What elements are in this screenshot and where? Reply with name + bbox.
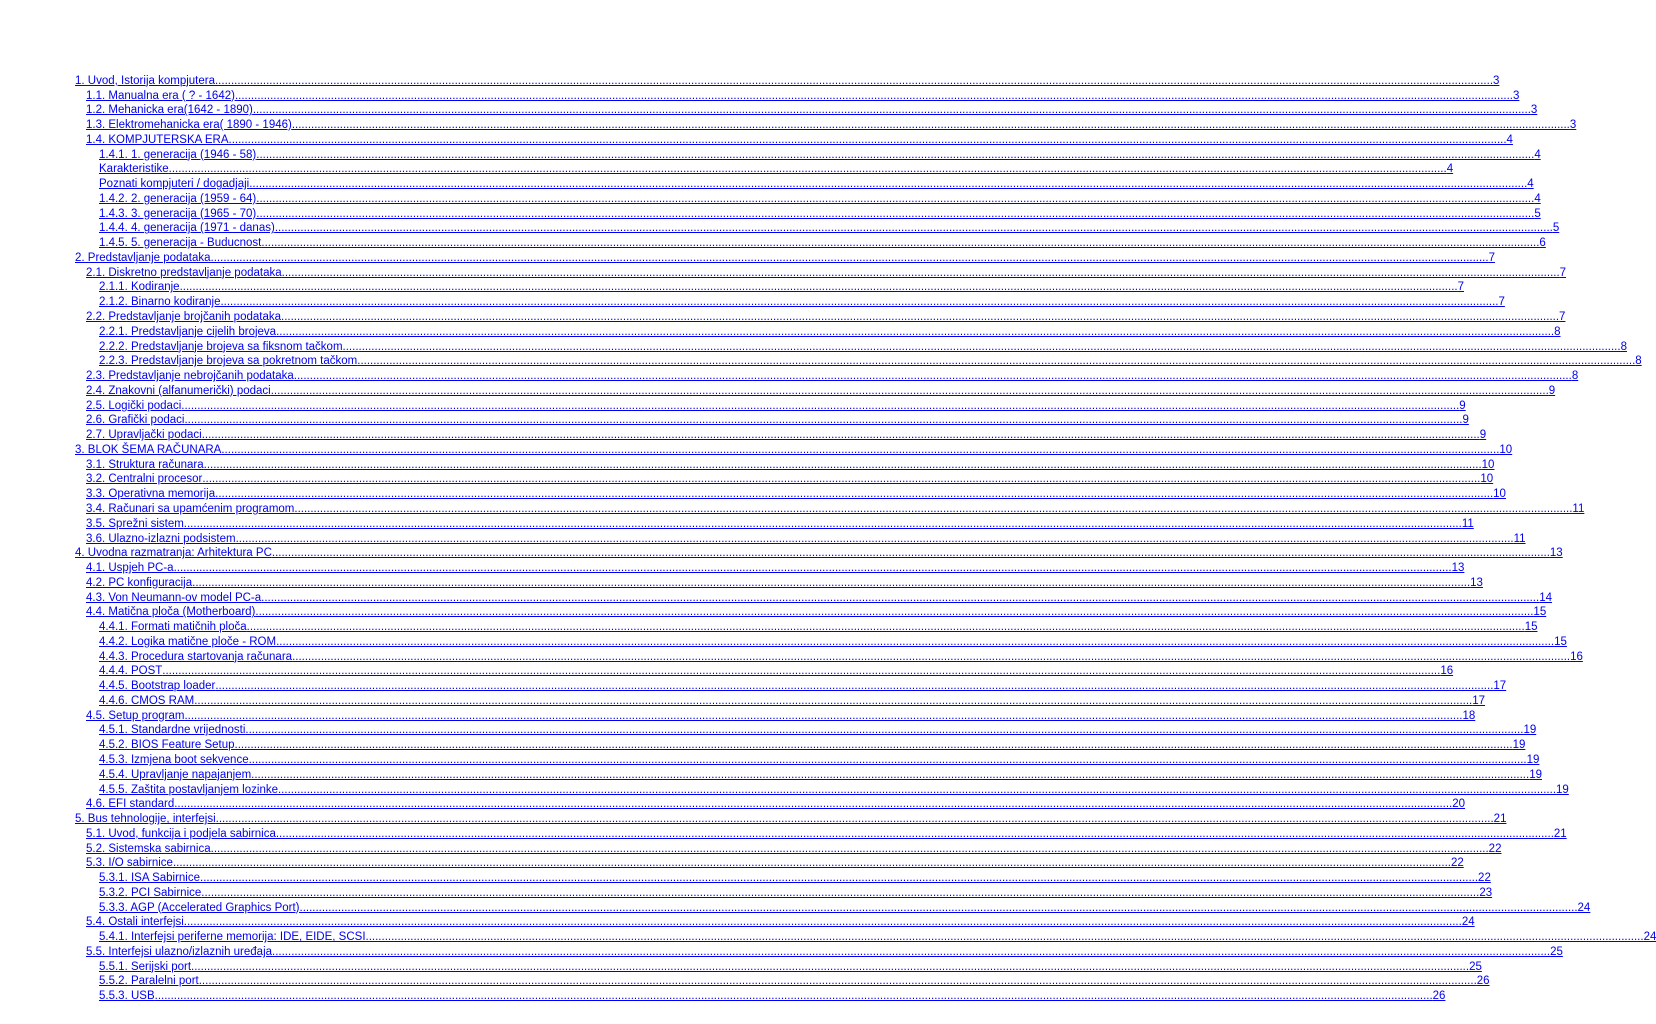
- toc-leader-dots: ................................................................................................................................................................................................................................................................................................................................................................................................................: [210, 251, 1489, 264]
- toc-entry[interactable]: [99, 884, 1493, 899]
- toc-entry[interactable]: [86, 485, 1506, 501]
- toc-entry-title: 2.1.2. Binarno kodiranje: [99, 296, 221, 309]
- toc-leader-dots: ................................................................................................................................................................................................................................................................................................................................................................................................................: [172, 857, 1451, 870]
- toc-leader-dots: ................................................................................................................................................................................................................................................................................................................................................................................................................: [194, 694, 1473, 707]
- toc-entry[interactable]: [86, 102, 1538, 117]
- toc-leader-dots: ................................................................................................................................................................................................................................................................................................................................................................................................................: [276, 325, 1555, 338]
- toc-entry-page: 19: [1523, 724, 1537, 737]
- toc-entry-page: 13: [1451, 562, 1465, 575]
- toc-leader-dots: ................................................................................................................................................................................................................................................................................................................................................................................................................: [256, 192, 1535, 205]
- toc-leader-dots: ................................................................................................................................................................................................................................................................................................................................................................................................................: [274, 222, 1553, 235]
- toc-entry-page: 7: [1498, 296, 1505, 309]
- toc-entry[interactable]: [99, 692, 1486, 707]
- toc-entry-page: 11: [1461, 517, 1474, 530]
- toc-entry-title: 1.3. Elektromehanicka era( 1890 - 1946): [86, 119, 292, 132]
- toc-entry-title: 1.2. Mehanicka era(1642 - 1890): [86, 104, 253, 117]
- toc-leader-dots: ................................................................................................................................................................................................................................................................................................................................................................................................................: [198, 975, 1477, 988]
- toc-leader-dots: ................................................................................................................................................................................................................................................................................................................................................................................................................: [261, 237, 1540, 250]
- toc-entry-title: 1.4.5. 5. generacija - Buducnost: [99, 237, 262, 250]
- toc-entry-page: 5: [1552, 222, 1560, 235]
- toc-entry[interactable]: [86, 397, 1466, 412]
- toc-entry-title: 5.2. Sistemska sabirnica: [86, 842, 211, 855]
- toc-entry-title: 5.4. Ostali interfejsi: [86, 916, 184, 929]
- toc-leader-dots: ................................................................................................................................................................................................................................................................................................................................................................................................................: [215, 680, 1494, 693]
- toc-leader-dots: ................................................................................................................................................................................................................................................................................................................................................................................................................: [191, 960, 1470, 973]
- toc-leader-dots: ................................................................................................................................................................................................................................................................................................................................................................................................................: [292, 650, 1571, 663]
- toc-leader-dots: ................................................................................................................................................................................................................................................................................................................................................................................................................: [184, 709, 1463, 722]
- toc-leader-dots: ................................................................................................................................................................................................................................................................................................................................................................................................................: [299, 901, 1578, 914]
- toc-entry-page: 16: [1440, 665, 1454, 678]
- toc-leader-dots: ................................................................................................................................................................................................................................................................................................................................................................................................................: [202, 473, 1481, 486]
- toc-entry[interactable]: [99, 677, 1507, 693]
- toc-entry-page: 3: [1512, 89, 1520, 102]
- toc-entry-page: 8: [1571, 370, 1579, 383]
- toc-leader-dots: ................................................................................................................................................................................................................................................................................................................................................................................................................: [215, 813, 1494, 826]
- toc-leader-dots: ................................................................................................................................................................................................................................................................................................................................................................................................................: [184, 414, 1463, 427]
- toc-leader-dots: ................................................................................................................................................................................................................................................................................................................................................................................................................: [246, 621, 1525, 634]
- toc-entry[interactable]: [99, 722, 1537, 737]
- toc-entry[interactable]: [86, 589, 1552, 604]
- toc-entry-page: 26: [1476, 975, 1490, 988]
- toc-leader-dots: ................................................................................................................................................................................................................................................................................................................................................................................................................: [154, 990, 1433, 1003]
- toc-entry-page: 9: [1479, 429, 1487, 442]
- toc-entry[interactable]: [86, 116, 1577, 132]
- toc-entry-title: 4.1. Uspjeh PC-a: [86, 562, 174, 575]
- toc-entry-page: 7: [1488, 251, 1495, 264]
- toc-entry-page: 9: [1459, 399, 1466, 412]
- toc-entry-page: 10: [1499, 443, 1513, 456]
- toc-entry[interactable]: [99, 175, 1534, 191]
- toc-entry[interactable]: [99, 234, 1546, 250]
- toc-leader-dots: ................................................................................................................................................................................................................................................................................................................................................................................................................: [245, 724, 1524, 737]
- toc-entry[interactable]: [99, 338, 1627, 353]
- toc-entry-title: 4.5.1. Standardne vrijednosti: [99, 724, 246, 737]
- toc-entry[interactable]: [99, 633, 1567, 648]
- toc-entry[interactable]: [86, 367, 1579, 383]
- toc-entry[interactable]: [99, 323, 1561, 338]
- toc-entry-page: 19: [1526, 753, 1540, 766]
- toc-entry[interactable]: [99, 353, 1642, 368]
- toc-leader-dots: ................................................................................................................................................................................................................................................................................................................................................................................................................: [272, 945, 1551, 958]
- toc-entry-title: 2.4. Znakovni (alfanumerički) podaci: [86, 384, 271, 397]
- toc-entry-title: 1.4.3. 3. generacija (1965 - 70): [99, 207, 257, 220]
- toc-entry-page: 8: [1620, 340, 1627, 353]
- toc-leader-dots: ................................................................................................................................................................................................................................................................................................................................................................................................................: [249, 178, 1528, 191]
- toc-entry-page: 24: [1577, 901, 1591, 914]
- toc-entry-title: 2. Predstavljanje podataka: [75, 251, 211, 264]
- toc-entry-title: 2.6. Grafički podaci: [86, 414, 185, 427]
- toc-entry-title: 2.5. Logički podaci: [86, 399, 182, 412]
- toc-entry-page: 24: [1643, 931, 1656, 944]
- toc-entry-title: 4.4.1. Formati matičnih ploča: [99, 621, 247, 634]
- toc-entry-page: 22: [1478, 872, 1491, 885]
- toc-entry-title: 5.3.2. PCI Sabirnice: [99, 886, 202, 899]
- toc-entry-title: 4.4. Matična ploča (Motherboard): [86, 606, 256, 619]
- toc-entry[interactable]: [86, 500, 1585, 515]
- toc-entry-title: 2.2.3. Predstavljanje brojeva sa pokretnom tačkom: [99, 355, 358, 368]
- toc-entry-title: 4.4.2. Logika matične ploče - ROM: [99, 635, 277, 648]
- toc-leader-dots: ................................................................................................................................................................................................................................................................................................................................................................................................................: [210, 842, 1489, 855]
- toc-entry-page: 26: [1432, 990, 1446, 1003]
- toc-leader-dots: ................................................................................................................................................................................................................................................................................................................................................................................................................: [221, 443, 1500, 456]
- toc-entry-title: 4. Uvodna razmatranja: Arhitektura PC: [75, 547, 272, 560]
- toc-entry-title: 5.5.2. Paralelni port: [99, 975, 199, 988]
- toc-entry[interactable]: [86, 604, 1547, 619]
- toc-entry[interactable]: [86, 796, 1466, 811]
- toc-entry-title: 3. BLOK ŠEMA RAČUNARA: [75, 443, 222, 456]
- toc-entry-page: 19: [1529, 768, 1542, 781]
- toc-entry-title: 5.3. I/O sabirnice: [86, 857, 173, 870]
- toc-leader-dots: ................................................................................................................................................................................................................................................................................................................................................................................................................: [270, 384, 1549, 397]
- toc-leader-dots: ................................................................................................................................................................................................................................................................................................................................................................................................................: [183, 916, 1462, 929]
- toc-entry[interactable]: [86, 131, 1513, 146]
- toc-entry-page: 15: [1554, 635, 1567, 648]
- toc-leader-dots: ................................................................................................................................................................................................................................................................................................................................................................................................................: [281, 266, 1560, 279]
- toc-entry[interactable]: [99, 279, 1464, 294]
- toc-entry[interactable]: [99, 766, 1542, 781]
- toc-entry-title: 5.5.3. USB: [99, 990, 155, 1003]
- toc-entry-title: 4.4.3. Procedura startovanja računara: [99, 650, 293, 663]
- toc-leader-dots: ................................................................................................................................................................................................................................................................................................................................................................................................................: [357, 355, 1636, 368]
- toc-entry-title: 4.4.4. POST: [99, 665, 163, 678]
- toc-entry[interactable]: [75, 545, 1563, 560]
- toc-entry-title: 2.1. Diskretno predstavljanje podataka: [86, 266, 282, 279]
- toc-leader-dots: ................................................................................................................................................................................................................................................................................................................................................................................................................: [201, 429, 1480, 442]
- toc-entry-page: 6: [1539, 237, 1546, 250]
- toc-entry-page: 7: [1457, 281, 1464, 294]
- toc-entry[interactable]: [86, 456, 1495, 471]
- toc-entry[interactable]: [86, 855, 1464, 870]
- toc-entry-title: 4.5.5. Zaštita postavljanjem lozinke: [99, 783, 278, 796]
- toc-entry[interactable]: [86, 574, 1483, 589]
- toc-entry[interactable]: [99, 973, 1490, 988]
- toc-entry-page: 4: [1534, 148, 1541, 161]
- toc-leader-dots: ................................................................................................................................................................................................................................................................................................................................................................................................................: [291, 119, 1570, 132]
- toc-entry-page: 25: [1550, 945, 1563, 958]
- toc-leader-dots: ................................................................................................................................................................................................................................................................................................................................................................................................................: [275, 827, 1554, 840]
- toc-entry-title: 5.5.1. Serijski port: [99, 960, 192, 973]
- toc-entry-page: 23: [1479, 886, 1493, 899]
- toc-leader-dots: ................................................................................................................................................................................................................................................................................................................................................................................................................: [200, 872, 1479, 885]
- toc-entry-page: 5: [1534, 207, 1541, 220]
- toc-entry-page: 20: [1452, 798, 1466, 811]
- toc-leader-dots: ................................................................................................................................................................................................................................................................................................................................................................................................................: [162, 665, 1441, 678]
- toc-entry-page: 14: [1539, 591, 1552, 604]
- toc-entry-title: 1.4.4. 4. generacija (1971 - danas): [99, 222, 275, 235]
- toc-leader-dots: ................................................................................................................................................................................................................................................................................................................................................................................................................: [181, 399, 1460, 412]
- toc-leader-dots: ................................................................................................................................................................................................................................................................................................................................................................................................................: [256, 207, 1535, 220]
- toc-leader-dots: ................................................................................................................................................................................................................................................................................................................................................................................................................: [271, 547, 1550, 560]
- toc-entry-page: 17: [1493, 680, 1507, 693]
- toc-entry-title: 4.5. Setup program: [86, 709, 185, 722]
- toc-leader-dots: ................................................................................................................................................................................................................................................................................................................................................................................................................: [179, 281, 1458, 294]
- toc-entry-title: 5.3.3. AGP (Accelerated Graphics Port): [99, 901, 300, 914]
- toc-entry-page: 10: [1481, 458, 1495, 471]
- toc-leader-dots: ................................................................................................................................................................................................................................................................................................................................................................................................................: [234, 89, 1513, 102]
- toc-entry-page: 3: [1530, 104, 1538, 117]
- toc-entry-page: 18: [1462, 709, 1476, 722]
- toc-entry-title: 3.4. Računari sa upamćenim programom: [86, 502, 295, 515]
- toc-leader-dots: ................................................................................................................................................................................................................................................................................................................................................................................................................: [248, 753, 1527, 766]
- toc-leader-dots: ................................................................................................................................................................................................................................................................................................................................................................................................................: [251, 768, 1530, 781]
- toc-entry-title: 1.1. Manualna era ( ? - 1642): [86, 89, 235, 102]
- toc-entry[interactable]: [86, 825, 1567, 840]
- toc-entry[interactable]: [99, 618, 1538, 634]
- toc-entry-title: 3.3. Operativna memorija: [86, 488, 216, 501]
- toc-leader-dots: ................................................................................................................................................................................................................................................................................................................................................................................................................: [281, 311, 1560, 324]
- toc-entry[interactable]: [86, 264, 1567, 279]
- toc-entry-title: 3.1. Struktura računara: [86, 458, 204, 471]
- toc-entry-page: 22: [1488, 842, 1502, 855]
- toc-entry-page: 4: [1534, 192, 1541, 205]
- toc-entry-page: 11: [1513, 532, 1526, 545]
- toc-entry-page: 4: [1506, 133, 1513, 146]
- toc-leader-dots: ................................................................................................................................................................................................................................................................................................................................................................................................................: [228, 133, 1507, 146]
- toc-entry-page: 13: [1470, 576, 1483, 589]
- toc-entry[interactable]: [75, 249, 1495, 264]
- toc-leader-dots: ................................................................................................................................................................................................................................................................................................................................................................................................................: [276, 635, 1555, 648]
- toc-entry[interactable]: [99, 736, 1526, 752]
- toc-entry-title: 5.5. Interfejsi ulazno/izlaznih uređaja: [86, 945, 273, 958]
- toc-leader-dots: ................................................................................................................................................................................................................................................................................................................................................................................................................: [173, 562, 1452, 575]
- toc-entry-page: 11: [1572, 502, 1585, 515]
- toc-leader-dots: ................................................................................................................................................................................................................................................................................................................................................................................................................: [183, 517, 1462, 530]
- toc-entry[interactable]: [86, 471, 1494, 486]
- toc-entry[interactable]: [86, 530, 1526, 545]
- toc-leader-dots: ................................................................................................................................................................................................................................................................................................................................................................................................................: [215, 488, 1494, 501]
- toc-entry[interactable]: [99, 899, 1591, 914]
- toc-entry[interactable]: [86, 382, 1556, 397]
- toc-leader-dots: ................................................................................................................................................................................................................................................................................................................................................................................................................: [235, 532, 1514, 545]
- toc-entry-page: 3: [1569, 119, 1577, 132]
- toc-leader-dots: ................................................................................................................................................................................................................................................................................................................................................................................................................: [192, 576, 1471, 589]
- toc-entry-page: 15: [1533, 606, 1547, 619]
- toc-entry[interactable]: [75, 810, 1507, 826]
- toc-leader-dots: ................................................................................................................................................................................................................................................................................................................................................................................................................: [342, 340, 1621, 353]
- toc-entry-title: 1.4. KOMPJUTERSKA ERA: [86, 133, 229, 146]
- toc-entry[interactable]: [99, 987, 1446, 1003]
- toc-entry-page: 7: [1559, 266, 1567, 279]
- toc-entry-page: 9: [1548, 384, 1556, 397]
- toc-entry[interactable]: [99, 161, 1454, 176]
- toc-entry-page: 4: [1446, 163, 1454, 176]
- toc-entry-title: 2.2.2. Predstavljanje brojeva sa fiksnom tačkom: [99, 340, 343, 353]
- toc-entry-title: 4.4.5. Bootstrap loader: [99, 680, 216, 693]
- toc-entry[interactable]: [86, 515, 1474, 530]
- toc-entry-title: Poznati kompjuteri / dogadjaji: [99, 178, 250, 191]
- toc-leader-dots: ................................................................................................................................................................................................................................................................................................................................................................................................................: [252, 104, 1531, 117]
- toc-entry-title: 2.2. Predstavljanje brojčanih podataka: [86, 311, 281, 324]
- toc-entry-page: 7: [1559, 311, 1566, 324]
- toc-entry[interactable]: [86, 943, 1563, 958]
- toc-entry-page: 24: [1461, 916, 1475, 929]
- toc-entry[interactable]: [99, 781, 1569, 796]
- toc-entry-page: 19: [1556, 783, 1569, 796]
- toc-entry-title: 4.2. PC konfiguracija: [86, 576, 193, 589]
- toc-leader-dots: ................................................................................................................................................................................................................................................................................................................................................................................................................: [203, 458, 1482, 471]
- toc-leader-dots: ................................................................................................................................................................................................................................................................................................................................................................................................................: [294, 502, 1573, 515]
- toc-entry-page: 4: [1527, 178, 1534, 191]
- toc-entry[interactable]: [86, 308, 1566, 324]
- toc-entry[interactable]: [86, 412, 1469, 427]
- toc-entry-title: 1. Uvod, Istorija kompjutera: [75, 74, 215, 87]
- toc-entry-title: 5.4.1. Interfejsi periferne memorija: IDE, EIDE, SCSI: [99, 931, 366, 944]
- toc-entry-title: 2.1.1. Kodiranje: [99, 281, 180, 294]
- toc-entry-title: 2.2.1. Predstavljanje cijelih brojeva: [99, 325, 277, 338]
- toc-leader-dots: ................................................................................................................................................................................................................................................................................................................................................................................................................: [220, 296, 1499, 309]
- toc-entry[interactable]: [86, 87, 1520, 102]
- toc-entry-title: 3.5. Sprežni sistem: [86, 517, 184, 530]
- toc-entry[interactable]: [99, 958, 1482, 973]
- toc-entry[interactable]: [99, 205, 1541, 220]
- toc-entry[interactable]: [99, 648, 1583, 663]
- toc-entry-title: 4.5.4. Upravljanje napajanjem: [99, 768, 252, 781]
- toc-entry[interactable]: [86, 426, 1487, 442]
- toc-entry-title: 3.2. Centralni procesor: [86, 473, 203, 486]
- toc-entry-page: 10: [1493, 488, 1506, 501]
- toc-leader-dots: ................................................................................................................................................................................................................................................................................................................................................................................................................: [277, 783, 1557, 796]
- toc-entry[interactable]: [75, 441, 1513, 456]
- toc-entry-page: 22: [1450, 857, 1464, 870]
- toc-entry[interactable]: [99, 751, 1540, 766]
- toc-leader-dots: ................................................................................................................................................................................................................................................................................................................................................................................................................: [168, 163, 1447, 176]
- toc-leader-dots: ................................................................................................................................................................................................................................................................................................................................................................................................................: [201, 886, 1480, 899]
- toc-entry[interactable]: [99, 220, 1560, 235]
- toc-entry[interactable]: [86, 840, 1502, 855]
- toc-entry-title: 3.6. Ulazno-izlazni podsistem: [86, 532, 236, 545]
- toc-entry[interactable]: [86, 707, 1476, 722]
- toc-leader-dots: ................................................................................................................................................................................................................................................................................................................................................................................................................: [293, 370, 1572, 383]
- toc-entry-page: 21: [1553, 827, 1567, 840]
- toc-entry-page: 9: [1462, 414, 1469, 427]
- toc-leader-dots: ................................................................................................................................................................................................................................................................................................................................................................................................................: [174, 798, 1453, 811]
- table-of-contents: [0, 72, 1656, 1003]
- toc-entry-page: 19: [1512, 739, 1526, 752]
- toc-leader-dots: ................................................................................................................................................................................................................................................................................................................................................................................................................: [234, 739, 1513, 752]
- toc-entry-title: 4.4.6. CMOS RAM: [99, 694, 195, 707]
- toc-entry[interactable]: [99, 869, 1491, 885]
- toc-entry-page: 8: [1635, 355, 1642, 368]
- toc-entry-title: Karakteristike: [99, 163, 169, 176]
- toc-entry[interactable]: [99, 293, 1505, 309]
- toc-entry-page: 25: [1469, 960, 1482, 973]
- toc-entry[interactable]: [75, 72, 1500, 87]
- toc-entry-page: 8: [1554, 325, 1561, 338]
- toc-entry-page: 3: [1493, 74, 1500, 87]
- toc-entry[interactable]: [99, 928, 1656, 944]
- toc-entry[interactable]: [86, 914, 1475, 929]
- toc-entry-page: 13: [1549, 547, 1563, 560]
- toc-entry[interactable]: [99, 146, 1541, 161]
- toc-leader-dots: ................................................................................................................................................................................................................................................................................................................................................................................................................: [256, 148, 1535, 161]
- toc-entry-page: 16: [1570, 650, 1583, 663]
- toc-entry[interactable]: [99, 663, 1454, 678]
- toc-leader-dots: ................................................................................................................................................................................................................................................................................................................................................................................................................: [365, 931, 1644, 944]
- toc-entry-title: 1.4.1. 1. generacija (1946 - 58): [99, 148, 257, 161]
- toc-entry-title: 1.4.2. 2. generacija (1959 - 64): [99, 192, 257, 205]
- toc-entry-title: 4.3. Von Neumann-ov model PC-a: [86, 591, 262, 604]
- toc-entry-page: 21: [1493, 813, 1507, 826]
- toc-entry[interactable]: [99, 190, 1541, 205]
- toc-entry-title: 5. Bus tehnologije, interfejsi: [75, 813, 216, 826]
- toc-entry-title: 2.7. Upravljački podaci: [86, 429, 202, 442]
- toc-entry-title: 4.5.3. Izmjena boot sekvence: [99, 753, 249, 766]
- toc-entry-page: 17: [1472, 694, 1486, 707]
- toc-leader-dots: ................................................................................................................................................................................................................................................................................................................................................................................................................: [261, 591, 1540, 604]
- toc-entry-title: 2.3. Predstavljanje nebrojčanih podataka: [86, 370, 294, 383]
- toc-leader-dots: ................................................................................................................................................................................................................................................................................................................................................................................................................: [214, 74, 1494, 87]
- toc-entry-title: 4.5.2. BIOS Feature Setup: [99, 739, 235, 752]
- toc-entry-title: 5.1. Uvod, funkcija i podjela sabirnica: [86, 827, 276, 840]
- toc-leader-dots: ................................................................................................................................................................................................................................................................................................................................................................................................................: [255, 606, 1534, 619]
- toc-entry-page: 10: [1480, 473, 1494, 486]
- toc-entry-title: 4.6. EFI standard: [86, 798, 175, 811]
- toc-entry-page: 15: [1524, 621, 1538, 634]
- toc-entry-title: 5.3.1. ISA Sabirnice: [99, 872, 201, 885]
- toc-entry[interactable]: [86, 559, 1465, 575]
